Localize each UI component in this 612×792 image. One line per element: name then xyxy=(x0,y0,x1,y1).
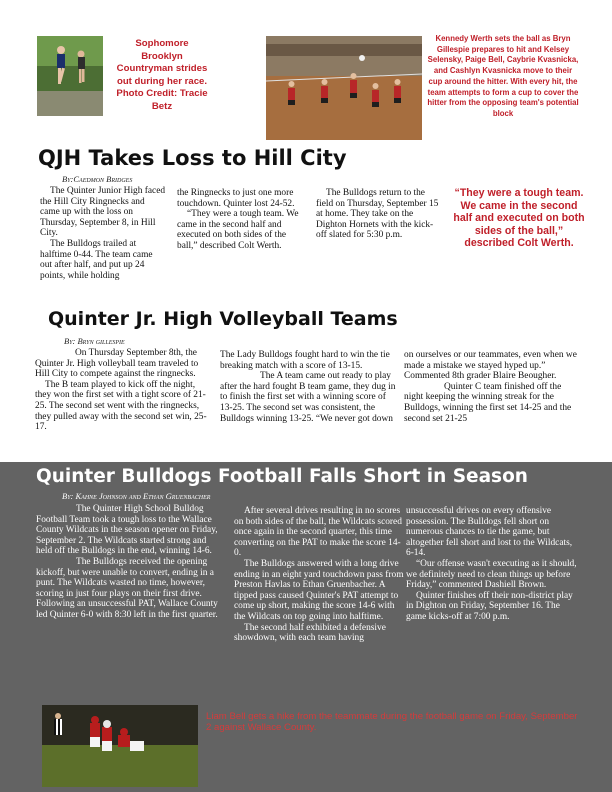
article1-col2 xyxy=(177,188,305,252)
article2-headline: Quinter Jr. High Volleyball Teams xyxy=(48,308,398,330)
article3-col3-para2: “Our offense wasn't executing as it should, we definitely need to clean things up before Friday,” commented Dashiell Brown. xyxy=(406,558,577,591)
article3-col3-para3: Quinter finishes off their non-district play in Dighton on Friday, September 16. The game kicks-off at 7:00 p.m. xyxy=(406,590,573,622)
article1-headline: QJH Takes Loss to Hill City xyxy=(38,146,347,170)
article1-col1-para2: The Bulldogs trailed at halftime 0-44. The team came out after half, and put up 24 points, while holding xyxy=(40,238,153,281)
volleyball-photo-art xyxy=(266,36,422,140)
volleyball-photo xyxy=(266,36,422,140)
article2-col3-para1: on ourselves or our teammates, even when we made a mistake we stayed hyped up.” Commented 8th grader Blaire Beougher. xyxy=(404,350,577,382)
runner-photo-art xyxy=(37,36,103,116)
article3-col1-para1: The Quinter High School Bulldog Football Team took a tough loss to the Wallace County Wildcats in the season opener on Friday, September 2. The Wildcats started strong and held off the Bulldogs in the end, winning 14-6. xyxy=(36,504,218,557)
football-photo-art xyxy=(42,705,198,787)
football-photo xyxy=(42,705,198,787)
article2-col3 xyxy=(404,350,580,424)
article1-pull-quote: “They were a tough team. We came in the second half and executed on both sides of the ball,” described Colt Werth. xyxy=(453,187,585,250)
football-section xyxy=(0,462,612,792)
article1-col3 xyxy=(316,188,442,241)
article3-col1 xyxy=(36,504,224,621)
article2-col2-para1: The Lady Bulldogs fought hard to win the tie breaking match with a score of 13-15. xyxy=(220,350,390,371)
runner-caption: Sophomore Brooklyn Countryman strides out during her race. Photo Credit: Tracie Betz xyxy=(116,38,208,112)
article2-col2-para2: The A team came out ready to play after the hard fought B team game, they dug in to finish the first set with a winning score of 13-25. The second set was consistent, the Bulldogs winning 13-25. “We never got down xyxy=(220,371,396,424)
article1-col3-para1: The Bulldogs return to the field on Thursday, September 15 at home. They take on the Dighton Hornets with the kick-off slated for 5:30 p.m. xyxy=(316,188,439,241)
article1-col2-para2: “They were a tough team. We came in the second half and executed on both sides of the ball,” described Colt Werth. xyxy=(177,209,299,251)
article1-byline: By:Caedmon Bridges xyxy=(62,174,133,184)
volleyball-caption: Kennedy Werth sets the ball as Bryn Gillespie prepares to hit and Kelsey Selensky, Paige Bell, Caybrie Kvasnicka, and Cashlyn Kvasnicka move to their cup around the hitter. With every hit, the team attempts to form a cup to cover the hitter from the opposing team's potential block xyxy=(427,34,579,118)
article3-col2-para2: The Bulldogs answered with a long drive ending in an eight yard touchdown pass from Preston Havlas to Ethan Gruenbacher. A tipped pass caused Quinter's PAT attempt to come up short, making the score 14-6 with the Wildcats on top going into halftime. xyxy=(234,558,404,622)
article3-col2-para3: The second half exhibited a defensive showdown, with each team having xyxy=(234,622,386,644)
article2-col1-para1: On Thursday September 8th, the Quinter Jr. High volleyball team traveled to Hill City to compete against the ringnecks. xyxy=(35,348,199,380)
article2-byline: By: Bryn gillespie xyxy=(64,336,125,346)
runner-photo xyxy=(37,36,103,116)
article3-col1-para2: The Bulldogs received the opening kickoff, but were unable to convert, ending in a punt. The Wildcats wasted no time, however, scoring in just four plays on their first drive. Following an unsuccessful PAT, Wallace County led Quinter 6-0 with 8:30 left in the first quarter. xyxy=(36,556,218,620)
football-photo-caption: Liam Bell gets a hike from the teammate during the football game on Friday, September 2 against Wallace County. xyxy=(206,711,578,733)
article3-col2 xyxy=(234,506,404,644)
article3-col3-para1: unsuccessful drives on every offensive possession. The Bulldogs fell short on numerous chances to tie the game, but altogether fell short and lost to the Wildcats, 6-14. xyxy=(406,506,573,559)
article3-headline: Quinter Bulldogs Football Falls Short in Season xyxy=(36,466,528,487)
article3-col3 xyxy=(406,506,580,623)
article2-col1-para2: The B team played to kick off the night, they won the first set with a tight score of 21-25. The second set went with the ringnecks, they pulled away with the second set win, 25-17. xyxy=(35,379,207,433)
article2-col1 xyxy=(35,348,212,433)
article1-col1-para1: The Quinter Junior High faced the Hill City Ringnecks and came up with the loss on Thursday, September 8, in Hill City. xyxy=(40,186,166,239)
article1-col1 xyxy=(40,186,166,281)
article2-col2 xyxy=(220,350,396,424)
article3-col2-para1: After several drives resulting in no scores on both sides of the ball, the Wildcats scored once again in the second quarter, this time converting on the PAT to make the score 14-0. xyxy=(234,506,402,559)
article3-byline: By: Kahne Johnson and Ethan Gruenbacher xyxy=(62,491,211,501)
article1-col2-para1: the Ringnecks to just one more touchdown. Quinter lost 24-52. xyxy=(177,188,295,209)
article2-col3-para2: Quinter C team finished off the night keeping the winning streak for the Bulldogs, winning the first set 14-25 and the second set 21-25 xyxy=(404,381,572,424)
